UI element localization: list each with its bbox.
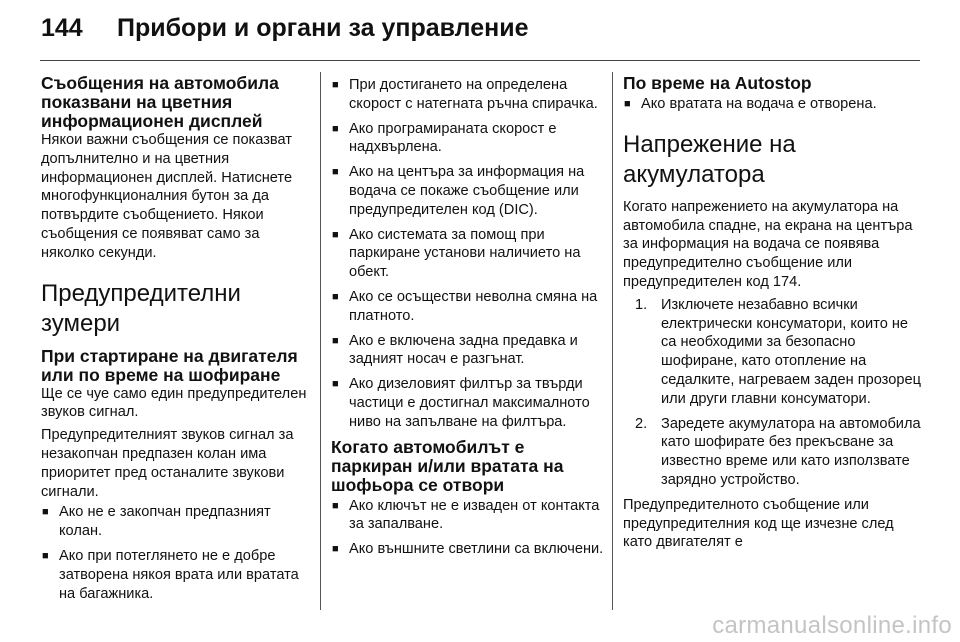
- page-header: [41, 14, 529, 54]
- list-item: ■ Ако не е закопчан предпазният колан.: [41, 503, 309, 541]
- subheading-engine-start: При стартиране на двигателя или по време на шофиране: [41, 345, 298, 385]
- section-heading-warning-chimes: Предупредителни зумери: [41, 279, 241, 337]
- header-rule: [40, 60, 920, 61]
- list-item: ■ Ако дизеловият филтър за твърди частици е достигнал максималното ниво на запълване на филтъра.: [331, 375, 607, 431]
- column-1: [41, 74, 309, 609]
- list-item: ■ При достигането на определена скорост с натегната ръчна спирачка.: [331, 76, 607, 114]
- list-item: ■ Ако на центъра за информация на водача се покаже съобщение или предупредителен код (DIC).: [331, 163, 607, 219]
- column-divider-1: [320, 72, 321, 610]
- bullet-list-col3: [623, 95, 921, 114]
- list-item: ■ Ако се осъществи неволна смяна на платното.: [331, 288, 607, 326]
- paragraph-warning-disappears: Предупредителното съобщение или предупредителния код ще изчезне след като двигателят е: [623, 496, 894, 551]
- subheading-autostop: По време на Autostop: [623, 73, 812, 93]
- section-heading-vehicle-messages: Съобщения на автомобила показвани на цветния информационен дисплей: [41, 73, 279, 131]
- section-heading-battery-voltage: Напрежение на акумулатора: [623, 130, 796, 188]
- watermark: carmanualsonline.info: [712, 612, 952, 639]
- list-item: ■ Ако ключът не е изваден от контакта за запалване.: [331, 497, 607, 535]
- list-item: [623, 415, 921, 490]
- paragraph-seatbelt-priority: Предупредителният звуков сигнал за незакопчан предпазен колан има приоритет пред останалите звукови сигнали.: [41, 427, 294, 500]
- list-item: ■ Ако е включена задна предавка и задният носач е разгънат.: [331, 332, 607, 370]
- list-item: ■ Ако програмираната скорост е надхвърлена.: [331, 120, 607, 158]
- step-text: Изключете незабавно всички електрически консуматори, които не са необходими за безопасно шофиране, като отопление на седалките, нагреваем заден прозорец или други главни консуматори.: [661, 296, 921, 407]
- subheading-parked-door-open: Когато автомобилът е паркиран и/или вратата на шофьора се отвори: [331, 436, 564, 495]
- bullet-list-col2: [331, 76, 607, 432]
- step-number: 1.: [635, 296, 648, 313]
- page-number: 144: [41, 14, 83, 42]
- list-item: ■ Ако външните светлини са включени.: [331, 540, 607, 559]
- column-3: [623, 74, 921, 552]
- numbered-list-battery: [623, 296, 921, 490]
- column-2: [331, 74, 607, 565]
- list-item: ■ Ако системата за помощ при паркиране установи наличието на обект.: [331, 226, 607, 282]
- paragraph-single-chime: Ще се чуе само един предупредителен звуков сигнал.: [41, 385, 307, 421]
- column-divider-2: [612, 72, 613, 610]
- paragraph-vehicle-messages: Някои важни съобщения се показват допълнително и на цветния информационен дисплей. Натиснете многофункционалния бутон за да потвърдите съобщението. Някои съобщения се появяват само за няколко секунди.: [41, 132, 293, 261]
- step-text: Заредете акумулатора на автомобила като шофирате без прекъсване за известно време или като използвате зарядно устройство.: [661, 415, 921, 488]
- step-number: 2.: [635, 415, 648, 432]
- paragraph-battery-voltage: Когато напрежението на акумулатора на автомобила спадне, на екрана на центъра за информация на водача се появява предупредително съобщение или предупредителен код 174.: [623, 198, 913, 290]
- bullet-list-col1: [41, 503, 309, 603]
- list-item: ■ Ако при потеглянето не е добре затворена някоя врата или вратата на багажника.: [41, 547, 309, 603]
- bullet-list-col2-parked: [331, 497, 607, 559]
- list-item: ■ Ако вратата на водача е отворена.: [623, 95, 921, 114]
- list-item: [623, 296, 921, 409]
- page-title: Прибори и органи за управление: [117, 14, 529, 42]
